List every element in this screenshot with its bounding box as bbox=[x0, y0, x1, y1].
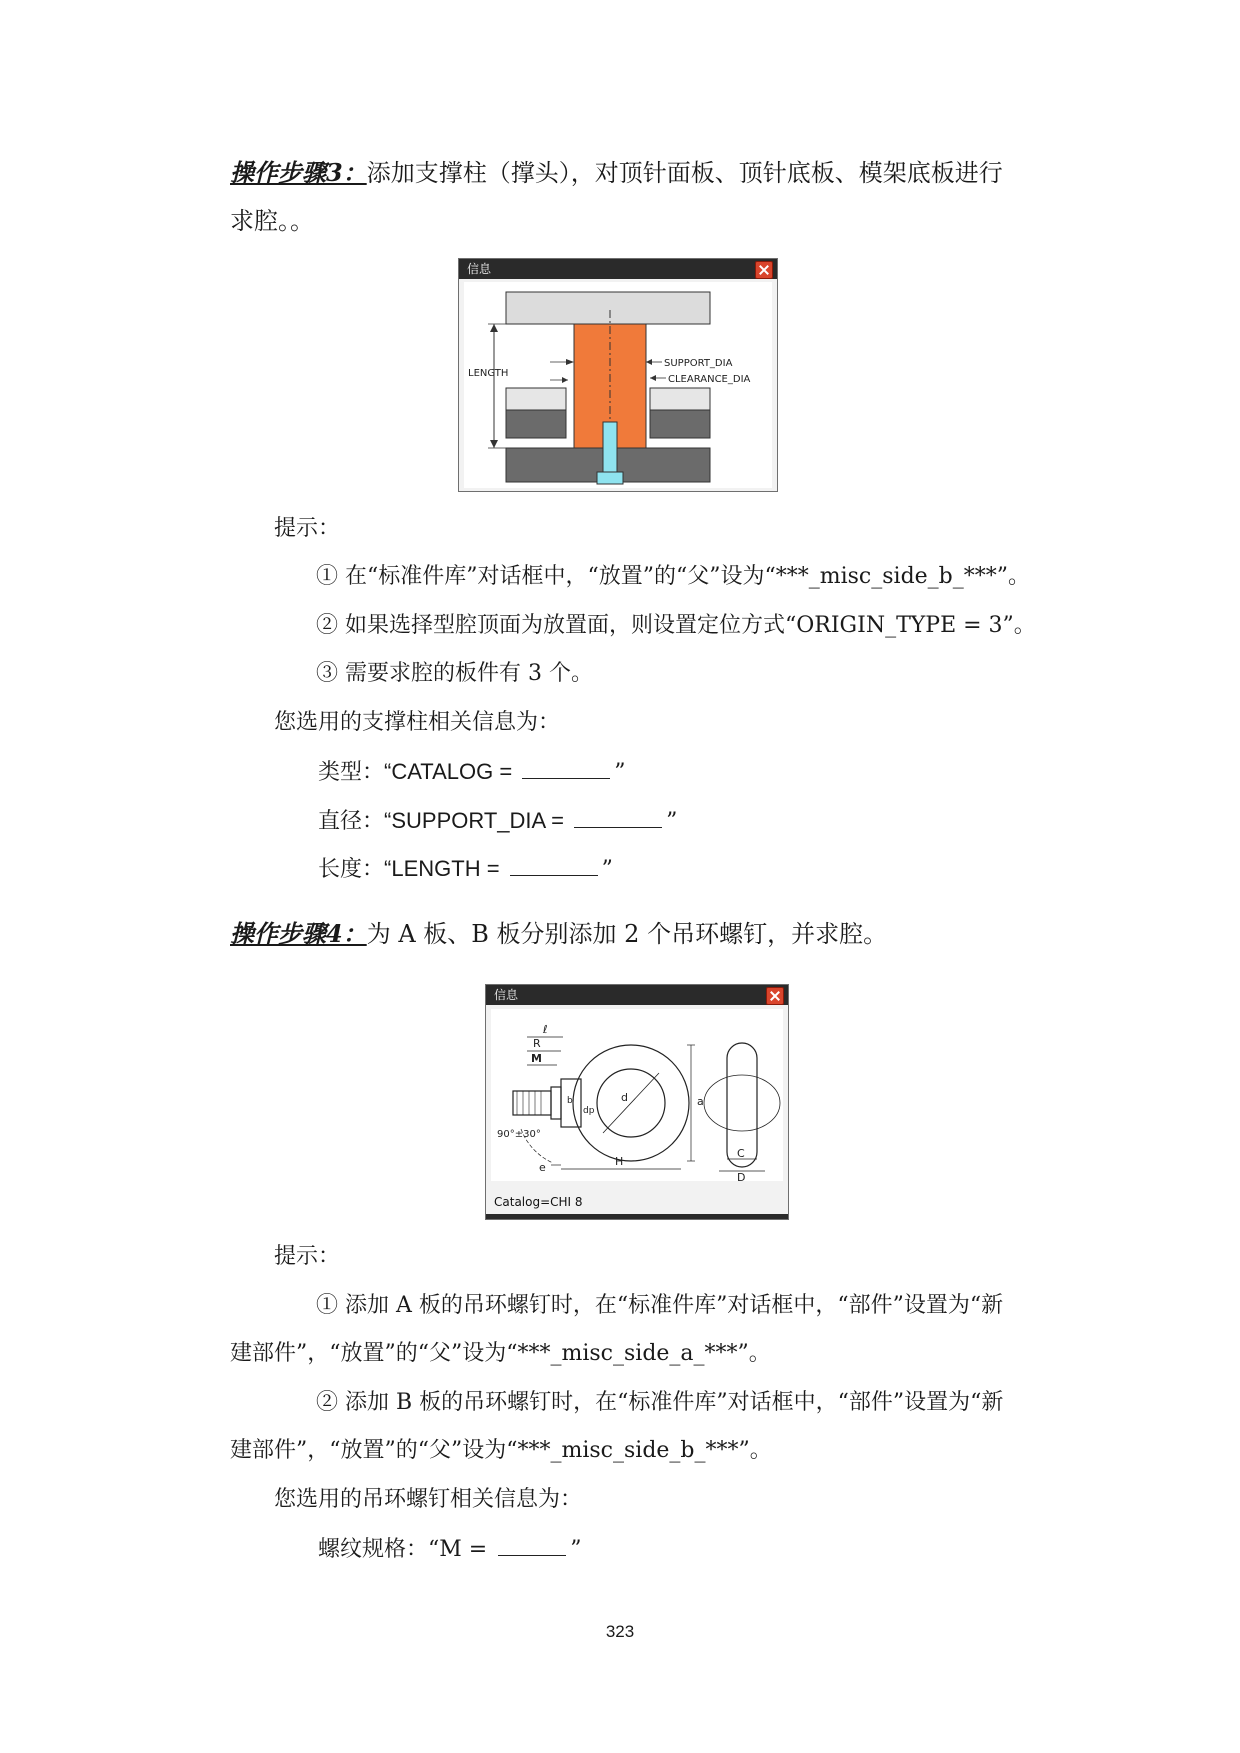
thread-blank[interactable] bbox=[498, 1533, 566, 1556]
field-open: “CATALOG = bbox=[384, 759, 519, 784]
dim-l: ℓ bbox=[543, 1023, 548, 1036]
page-number: 323 bbox=[605, 1622, 635, 1641]
hint1-item-1 bbox=[316, 562, 1030, 592]
dim-M: M bbox=[531, 1052, 542, 1065]
length-blank[interactable] bbox=[510, 853, 598, 876]
field-open: “LENGTH = bbox=[384, 856, 506, 881]
hint1-title: 提示： bbox=[274, 516, 341, 541]
support-dia-label: SUPPORT_DIA bbox=[664, 358, 733, 369]
field-label: 直径： bbox=[318, 809, 385, 834]
support-dia-field bbox=[318, 805, 677, 837]
field-close: ” bbox=[601, 857, 613, 882]
dim-e: e bbox=[539, 1161, 546, 1174]
hint1-item-2-text: 如果选择型腔顶面为放置面，则设置定位方式“ORIGIN_TYPE = 3”。 bbox=[345, 613, 1036, 638]
support-dia-blank[interactable] bbox=[574, 805, 662, 828]
close-icon[interactable] bbox=[766, 987, 784, 1005]
dim-D: D bbox=[737, 1171, 746, 1181]
dialog-title: 信息 bbox=[467, 262, 492, 276]
dim-a: a bbox=[697, 1095, 704, 1108]
dim-angle: 90°±30° bbox=[497, 1129, 541, 1140]
field-label: 长度： bbox=[318, 857, 385, 882]
dim-dp: dp bbox=[583, 1106, 595, 1116]
hint2-item-2-line2: 建部件”，“放置”的“父”设为“***_misc_side_b_***”。 bbox=[230, 1438, 772, 1463]
hint1-item-3-num: ③ bbox=[316, 661, 339, 686]
field-label: 螺纹规格： bbox=[318, 1537, 429, 1562]
hint2-item-2-line1: ② 添加 B 板的吊环螺钉时，在“标准件库”对话框中，“部件”设置为“新 bbox=[316, 1390, 1004, 1415]
catalog-blank[interactable] bbox=[522, 756, 610, 779]
dim-d: d bbox=[621, 1091, 628, 1104]
catalog-caption: Catalog=CHI 8 bbox=[494, 1195, 583, 1209]
field-open: “M = bbox=[428, 1537, 495, 1562]
dim-b: b bbox=[567, 1096, 573, 1106]
step4-label: 操作步骤4： bbox=[230, 919, 367, 948]
dialog-title-bar bbox=[459, 259, 777, 279]
close-icon[interactable] bbox=[755, 261, 773, 279]
field-close: ” bbox=[570, 1537, 582, 1562]
step4-text: 为 A 板、B 板分别添加 2 个吊环螺钉，并求腔。 bbox=[366, 920, 888, 948]
dim-R: R bbox=[533, 1037, 541, 1050]
field-open: “SUPPORT_DIA = bbox=[384, 808, 571, 833]
dialog-bottom-bar bbox=[486, 1214, 788, 1219]
hint1-item-2 bbox=[316, 611, 1036, 641]
eyebolt-dialog bbox=[485, 984, 789, 1220]
support-pillar-dialog bbox=[458, 258, 778, 492]
support-info-intro: 您选用的支撑柱相关信息为： bbox=[274, 710, 561, 735]
dialog-title: 信息 bbox=[494, 988, 519, 1002]
dim-C: C bbox=[737, 1147, 745, 1160]
clearance-dia-label: CLEARANCE_DIA bbox=[668, 374, 751, 385]
field-label: 类型： bbox=[318, 760, 385, 785]
hint1-item-1-text: 在“标准件库”对话框中，“放置”的“父”设为“***_misc_side_b_***”。 bbox=[345, 564, 1031, 589]
step3-text-line2: 求腔。。 bbox=[230, 207, 314, 235]
support-pillar-diagram bbox=[464, 282, 772, 488]
support-catalog-field bbox=[318, 756, 626, 788]
eyebolt-info-intro: 您选用的吊环螺钉相关信息为： bbox=[274, 1487, 583, 1512]
hint2-item-1-line2: 建部件”，“放置”的“父”设为“***_misc_side_a_***”。 bbox=[230, 1341, 771, 1366]
hint1-item-3-text: 需要求腔的板件有 3 个。 bbox=[345, 661, 593, 686]
step4-heading bbox=[230, 919, 887, 949]
field-close: ” bbox=[666, 809, 678, 834]
hint1-item-1-num: ① bbox=[316, 564, 339, 589]
step3-text-line1: 添加支撑柱（撑头），对顶针面板、顶针底板、模架底板进行 bbox=[366, 159, 1003, 187]
hint1-item-2-num: ② bbox=[316, 613, 339, 638]
step3-heading bbox=[230, 158, 1003, 188]
eyebolt-diagram bbox=[491, 1009, 783, 1181]
support-length-field bbox=[318, 853, 613, 885]
hint1-item-3 bbox=[316, 659, 593, 689]
dim-H: H bbox=[615, 1155, 624, 1168]
step3-label: 操作步骤3： bbox=[230, 158, 367, 187]
hint2-item-1-line1: ① 添加 A 板的吊环螺钉时，在“标准件库”对话框中，“部件”设置为“新 bbox=[316, 1293, 1004, 1318]
length-label: LENGTH bbox=[468, 368, 509, 379]
dialog-title-bar bbox=[486, 985, 788, 1005]
eyebolt-thread-field bbox=[318, 1533, 581, 1565]
field-close: ” bbox=[614, 760, 626, 785]
hint2-title: 提示： bbox=[274, 1244, 341, 1269]
